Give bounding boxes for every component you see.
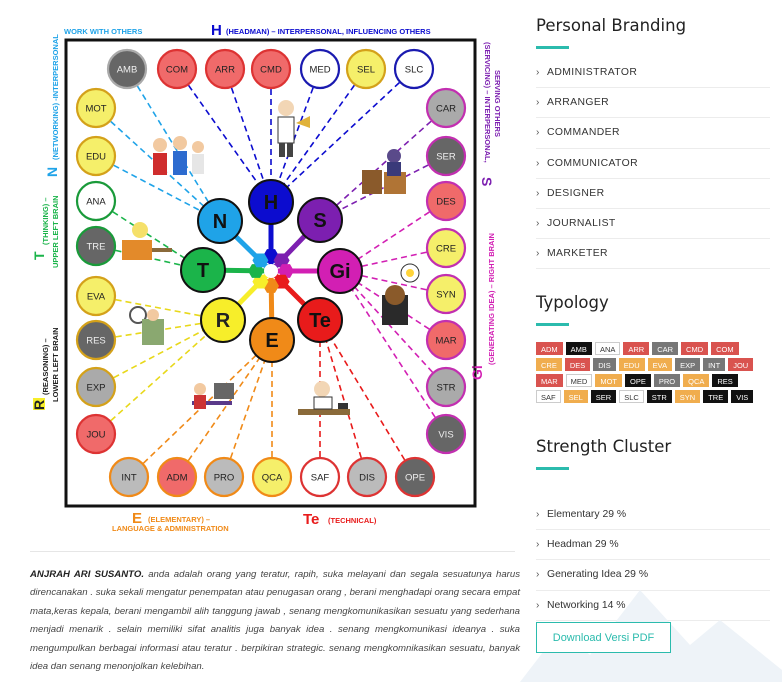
chevron-right-icon: ›	[536, 248, 540, 260]
r-heading-text: LOWER LEFT BRAIN	[51, 327, 60, 402]
branding-item[interactable]	[536, 239, 770, 269]
typology-tag[interactable]: ARR	[623, 342, 649, 355]
typology-tag[interactable]: DES	[565, 358, 590, 371]
chevron-right-icon: ›	[536, 509, 540, 521]
node-label: EDU	[85, 151, 107, 163]
t-heading-text: (THINKING) –	[41, 197, 50, 245]
typology-tag[interactable]: EXP	[675, 358, 700, 371]
h-heading-letter: H	[211, 22, 222, 39]
r-heading-letter: R	[31, 399, 47, 410]
node-label: RES	[86, 335, 106, 347]
typology-tag[interactable]: COM	[711, 342, 739, 355]
chevron-right-icon: ›	[536, 67, 540, 79]
typology-tag[interactable]: TRE	[703, 390, 728, 403]
chevron-right-icon: ›	[536, 569, 540, 581]
s-heading-letter: S	[479, 177, 495, 187]
te-heading-text: (TECHNICAL)	[328, 516, 377, 525]
branding-item[interactable]	[536, 149, 770, 179]
typology-tag[interactable]: CMD	[681, 342, 708, 355]
title-underline	[536, 46, 569, 49]
branding-label: ADMINISTRATOR	[547, 67, 638, 79]
node-label: MED	[309, 64, 331, 76]
typology-tag[interactable]: SLC	[619, 390, 644, 403]
strength-cluster-title: Strength Cluster	[536, 437, 672, 456]
e-heading-text: LANGUAGE & ADMINISTRATION	[112, 524, 229, 532]
branding-item[interactable]	[536, 88, 770, 118]
typology-tag[interactable]: MED	[566, 374, 593, 387]
node-label: SAF	[310, 472, 330, 484]
s-heading-text: SERVING OTHERS	[493, 70, 502, 137]
hub-label: H	[263, 192, 279, 214]
cluster-label: Generating Idea 29 %	[547, 569, 649, 581]
typology-title: Typology	[536, 293, 609, 312]
e-heading-text: (ELEMENTARY) –	[148, 515, 211, 524]
node-label: DES	[436, 196, 456, 208]
node-label: INT	[121, 472, 137, 484]
branding-label: MARKETER	[547, 248, 608, 260]
hub-label: Gi	[329, 261, 351, 283]
hub-label: Te	[309, 310, 331, 332]
typology-tag[interactable]: RES	[712, 374, 737, 387]
typology-tag[interactable]: EDU	[619, 358, 645, 371]
typology-tag[interactable]: CAR	[652, 342, 678, 355]
node-label: OPE	[404, 472, 426, 484]
typology-tag[interactable]: ANA	[595, 342, 620, 355]
typology-tag[interactable]: MAR	[536, 374, 563, 387]
personal-branding-title: Personal Branding	[536, 16, 687, 35]
node-label: JOU	[86, 429, 106, 441]
hub-label: R	[215, 310, 231, 332]
cluster-label: Networking 14 %	[547, 599, 626, 611]
node-label: PRO	[213, 472, 235, 484]
personality-description	[30, 566, 520, 676]
node-label: ARR	[214, 64, 236, 76]
gi-heading-text: (GENERATING IDEA) – RIGHT BRAIN	[487, 233, 496, 365]
gi-heading-letter: Gi	[469, 365, 485, 380]
node-label: EVA	[86, 291, 106, 303]
connector-line	[177, 340, 272, 477]
node-label: VIS	[438, 429, 454, 441]
hub-label: S	[313, 210, 327, 232]
chevron-right-icon: ›	[536, 539, 540, 551]
typology-tag[interactable]: CRE	[536, 358, 562, 371]
branding-item[interactable]	[536, 118, 770, 148]
connector-line	[320, 320, 415, 477]
hub-label: E	[265, 330, 279, 352]
typology-tag[interactable]: SER	[591, 390, 616, 403]
node-label: STR	[436, 382, 456, 394]
t-heading-text: UPPER LEFT BRAIN	[51, 195, 60, 268]
title-underline	[536, 323, 569, 326]
node-label: CRE	[435, 243, 457, 255]
branding-list	[536, 58, 770, 269]
typology-tag[interactable]: INT	[703, 358, 725, 371]
cluster-item[interactable]	[536, 500, 770, 530]
center-dot	[264, 264, 278, 278]
work-with-others-label: WORK WITH OTHERS	[64, 27, 143, 36]
typology-tag[interactable]: SAF	[536, 390, 561, 403]
typology-tag[interactable]: QCA	[683, 374, 709, 387]
chevron-right-icon: ›	[536, 599, 540, 611]
typology-tags	[536, 342, 762, 403]
typology-tag[interactable]: VIS	[731, 390, 753, 403]
node-label: DIS	[359, 472, 375, 484]
node-label: TRE	[86, 241, 106, 253]
node-label: MOT	[85, 103, 107, 115]
download-pdf-button[interactable]: Download Versi PDF	[536, 622, 671, 653]
typology-section	[536, 293, 770, 403]
mountain-watermark	[520, 560, 782, 682]
node-label: ANA	[86, 196, 106, 208]
title-underline	[536, 467, 569, 470]
typology-tag[interactable]: AMB	[566, 342, 592, 355]
personal-branding-section	[536, 16, 770, 269]
typology-tag[interactable]: EVA	[648, 358, 672, 371]
chevron-right-icon: ›	[536, 218, 540, 230]
person-name: ANJRAH ARI SUSANTO.	[30, 569, 144, 580]
node-label: SYN	[436, 289, 456, 301]
typology-tag[interactable]: JOU	[728, 358, 753, 371]
branding-label: JOURNALIST	[547, 218, 616, 230]
node-label: SEL	[357, 64, 375, 76]
branding-item[interactable]	[536, 179, 770, 209]
typology-tag[interactable]: DIS	[593, 358, 616, 371]
node-label: AMB	[116, 64, 138, 76]
hub-label: N	[212, 211, 228, 233]
hub-label: T	[196, 260, 210, 282]
chevron-right-icon: ›	[536, 187, 540, 199]
node-label: EXP	[86, 382, 106, 394]
typology-tag[interactable]: STR	[647, 390, 672, 403]
r-heading-text: (REASONING) –	[41, 338, 50, 395]
node-label: ADM	[166, 472, 188, 484]
s-heading-text: (SERVICING) – INTERPERSONAL,	[483, 42, 492, 163]
branding-label: COMMUNICATOR	[547, 157, 638, 169]
typology-tag[interactable]: MOT	[595, 374, 622, 387]
t-heading-letter: T	[31, 251, 47, 260]
chevron-right-icon: ›	[536, 127, 540, 139]
node-label: CAR	[435, 103, 457, 115]
te-heading-letter: Te	[303, 511, 320, 528]
node-label: MAR	[435, 335, 457, 347]
node-label: CMD	[260, 64, 282, 76]
typology-tag[interactable]: SYN	[675, 390, 700, 403]
h-heading-text: (HEADMAN) – INTERPERSONAL, INFLUENCING OTHERS	[226, 27, 431, 36]
strength-typology-diagram	[30, 20, 515, 532]
chevron-right-icon: ›	[536, 157, 540, 169]
node-label: COM	[165, 64, 189, 76]
typology-tag[interactable]: SEL	[564, 390, 588, 403]
n-heading-letter: N	[44, 166, 60, 177]
node-label: SLC	[404, 64, 424, 76]
cluster-item[interactable]	[536, 530, 770, 560]
description-text: anda adalah orang yang teratur, rapih, suka melayani dan segala sesuatunya harus direncanakan . suka sekali mengatur penempatan atau penugasan orang , berani menghadapi orang secara empat mata,keras kepala, berani mengambil alih tanggung jawab , senang mengkomunikasikan sesuatu yang sederhana menjadi menarik . selain memiliki sifat analitis juga banyak idea . senang mengkomunikasi ideanya . suka mengumpulkan berbagai informasi atau teratur . berpikiran strategic. senang mengkomnikasikan sesuatu, banyak idea dan senang menonjolkan kelebihan.	[30, 569, 520, 673]
branding-item[interactable]	[536, 209, 770, 239]
typology-tag[interactable]: OPE	[625, 374, 651, 387]
divider	[30, 551, 515, 552]
branding-item[interactable]	[536, 58, 770, 88]
branding-label: ARRANGER	[547, 97, 610, 109]
branding-label: COMMANDER	[547, 127, 620, 139]
e-heading-letter: E	[132, 510, 143, 527]
typology-tag[interactable]: PRO	[654, 374, 680, 387]
n-heading-text: (NETWORKING) -INTERPERSONAL	[51, 34, 60, 160]
node-label: QCA	[261, 472, 283, 484]
typology-tag[interactable]: ADM	[536, 342, 563, 355]
node-label: SER	[436, 151, 456, 163]
chevron-right-icon: ›	[536, 97, 540, 109]
branding-label: DESIGNER	[547, 187, 605, 199]
cluster-label: Headman 29 %	[547, 539, 619, 551]
cluster-label: Elementary 29 %	[547, 509, 627, 521]
